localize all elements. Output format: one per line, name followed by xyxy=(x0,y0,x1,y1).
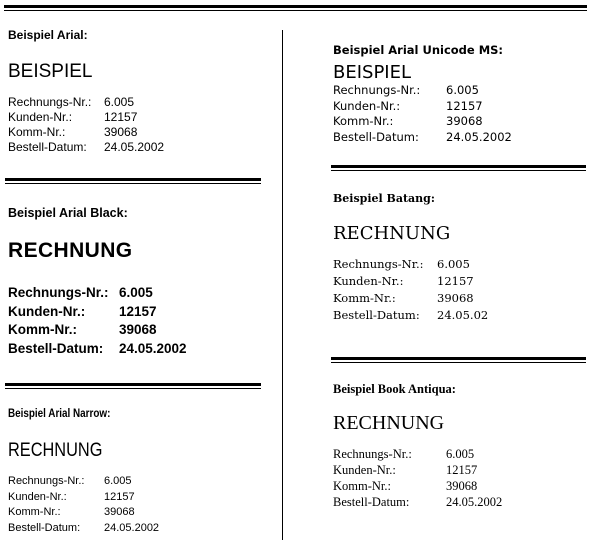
field-value: 24.05.2002 xyxy=(104,140,165,154)
section-heading: RECHNUNG xyxy=(333,223,451,244)
section-arial-unicode xyxy=(333,43,512,145)
field-key: Rechnungs-Nr.: xyxy=(333,447,412,461)
section-label: Beispiel Arial: xyxy=(8,28,88,42)
field-value: 12157 xyxy=(446,98,483,113)
section-heading: RECHNUNG xyxy=(8,239,133,262)
field-row xyxy=(8,474,159,490)
field-list xyxy=(8,474,159,536)
field-row xyxy=(8,284,187,303)
field-key: Komm-Nr.: xyxy=(333,479,391,493)
divider-right-1 xyxy=(331,165,586,168)
field-key: Komm-Nr.: xyxy=(8,125,66,139)
field-value: 12157 xyxy=(446,463,478,477)
field-row xyxy=(333,462,502,478)
field-row xyxy=(333,446,502,462)
field-key: Bestell-Datum: xyxy=(8,521,81,534)
field-key: Rechnungs-Nr.: xyxy=(333,83,421,97)
field-row xyxy=(8,125,164,140)
field-key: Komm-Nr.: xyxy=(333,291,396,305)
field-row xyxy=(333,478,502,494)
section-book-antiqua xyxy=(333,382,502,510)
field-list xyxy=(8,284,187,358)
field-list xyxy=(333,446,502,510)
field-key: Komm-Nr.: xyxy=(333,114,394,128)
section-arial xyxy=(8,28,164,155)
field-value: 6.005 xyxy=(104,475,132,487)
field-key: Rechnungs-Nr.: xyxy=(8,95,92,109)
field-value: 6.005 xyxy=(119,285,153,300)
field-value: 12157 xyxy=(104,490,135,503)
field-row xyxy=(8,340,187,359)
field-value: 39068 xyxy=(104,125,138,139)
field-row xyxy=(8,490,159,506)
field-key: Komm-Nr.: xyxy=(8,322,78,337)
field-row xyxy=(8,140,164,155)
field-row xyxy=(333,114,512,130)
section-label: Beispiel Arial Unicode MS: xyxy=(333,43,504,57)
divider-right-2 xyxy=(331,357,586,360)
field-key: Kunden-Nr.: xyxy=(333,463,396,477)
field-row xyxy=(333,307,488,324)
field-value: 24.05.2002 xyxy=(104,521,160,534)
field-key: Bestell-Datum: xyxy=(8,340,104,356)
section-heading: BEISPIEL xyxy=(8,61,93,82)
field-value: 24.05.02 xyxy=(437,308,489,322)
field-value: 39068 xyxy=(104,506,135,518)
field-value: 24.05.2002 xyxy=(119,340,187,356)
section-label: Beispiel Book Antiqua: xyxy=(333,382,456,396)
field-list xyxy=(333,256,488,324)
field-row xyxy=(8,321,187,340)
field-value: 6.005 xyxy=(437,257,470,271)
field-key: Kunden-Nr.: xyxy=(333,274,404,288)
section-arial-narrow xyxy=(8,408,159,536)
field-row xyxy=(8,110,164,125)
field-value: 39068 xyxy=(446,479,478,493)
section-batang xyxy=(333,192,488,324)
field-value: 12157 xyxy=(104,110,138,124)
field-key: Bestell-Datum: xyxy=(8,140,87,154)
field-row xyxy=(333,130,512,146)
section-heading: RECHNUNG xyxy=(8,440,103,461)
field-key: Rechnungs-Nr.: xyxy=(333,257,424,271)
field-list xyxy=(8,95,164,155)
field-row xyxy=(8,303,187,322)
divider-left-1 xyxy=(5,178,261,181)
section-arial-black xyxy=(8,206,187,358)
field-row xyxy=(333,273,488,290)
section-heading: RECHNUNG xyxy=(333,412,445,434)
section-label: Beispiel Batang: xyxy=(333,192,435,205)
field-key: Kunden-Nr.: xyxy=(333,98,401,113)
field-value: 12157 xyxy=(119,303,157,319)
field-key: Bestell-Datum: xyxy=(333,308,420,322)
field-key: Bestell-Datum: xyxy=(333,129,419,144)
field-row xyxy=(333,83,512,99)
section-label: Beispiel Arial Narrow: xyxy=(8,408,111,420)
section-heading: BEISPIEL xyxy=(333,62,412,83)
field-value: 39068 xyxy=(119,322,157,337)
field-key: Kunden-Nr.: xyxy=(8,303,86,319)
field-key: Kunden-Nr.: xyxy=(8,490,67,503)
field-key: Rechnungs-Nr.: xyxy=(8,475,85,487)
divider-left-2 xyxy=(5,383,261,386)
field-key: Rechnungs-Nr.: xyxy=(8,285,109,300)
section-label: Beispiel Arial Black: xyxy=(8,206,128,220)
field-value: 12157 xyxy=(437,274,474,288)
field-row xyxy=(333,256,488,273)
field-row xyxy=(8,505,159,521)
field-value: 24.05.2002 xyxy=(446,495,503,509)
field-row xyxy=(333,494,502,510)
field-value: 6.005 xyxy=(446,447,475,461)
field-row xyxy=(333,99,512,115)
field-value: 6.005 xyxy=(104,95,135,109)
field-row xyxy=(333,290,488,307)
field-value: 39068 xyxy=(437,291,474,305)
field-value: 39068 xyxy=(446,114,483,128)
field-value: 24.05.2002 xyxy=(446,129,512,144)
field-list xyxy=(333,83,512,145)
field-row xyxy=(8,521,159,537)
field-key: Kunden-Nr.: xyxy=(8,110,73,124)
top-divider xyxy=(4,5,587,8)
column-divider xyxy=(282,30,283,540)
field-value: 6.005 xyxy=(446,83,479,97)
field-key: Bestell-Datum: xyxy=(333,495,410,509)
field-row xyxy=(8,95,164,110)
field-key: Komm-Nr.: xyxy=(8,506,61,518)
